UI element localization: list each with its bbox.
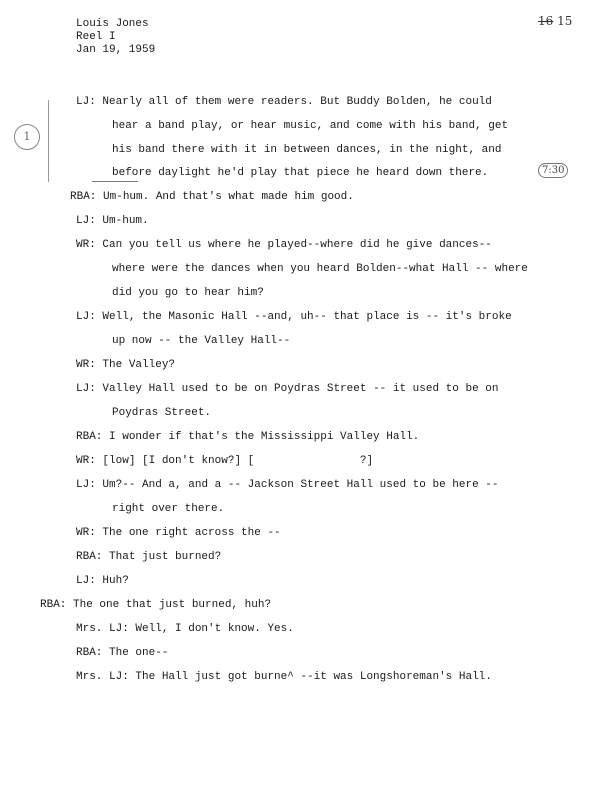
transcript-line: right over there. [112, 503, 225, 515]
margin-scribble [92, 181, 138, 182]
transcript-line [76, 454, 373, 468]
header-date [76, 44, 155, 57]
transcript-line [70, 190, 354, 204]
speaker-label: Mrs. LJ: [76, 623, 129, 635]
transcript-line: his band there with it in between dances, in the night, and [112, 144, 502, 156]
transcript-line [76, 622, 294, 636]
utterance-text: Valley Hall used to be on Poydras Street -- it used to be on [102, 383, 499, 395]
speaker-label: LJ: [76, 215, 96, 227]
speaker-label: LJ: [76, 383, 96, 395]
utterance-text: Nearly all of them were readers. But Buddy Bolden, he could [102, 96, 492, 108]
speaker-label: LJ: [76, 311, 96, 323]
margin-circle-mark: 1 [14, 124, 40, 150]
utterance-text: The Valley? [102, 359, 176, 371]
speaker-label: RBA: [40, 599, 67, 611]
speaker-label: RBA: [70, 191, 97, 203]
utterance-text: I wonder if that's the Mississippi Valley Hall. [109, 431, 420, 443]
utterance-text: The one-- [109, 647, 169, 659]
header-date-text: Jan 19, 19 [76, 44, 143, 56]
speaker-label: WR: [76, 239, 96, 251]
header-year-correction: 59 [142, 44, 156, 56]
transcript-line [76, 670, 492, 684]
transcript-line [76, 574, 129, 588]
utterance-text: The one right across the -- [102, 527, 281, 539]
utterance-text: [low] [I don't know?] [ ?] [102, 455, 374, 467]
transcript-line [76, 358, 175, 372]
utterance-text: The Hall just got burne^ --it was Longshoreman's Hall. [135, 671, 492, 683]
utterance-text: Well, the Masonic Hall --and, uh-- that place is -- it's broke [102, 311, 512, 323]
transcript-line [76, 430, 419, 444]
transcript-line [76, 550, 221, 564]
speaker-label: RBA: [76, 431, 103, 443]
transcript-line: up now -- the Valley Hall-- [112, 335, 291, 347]
utterance-text: The one that just burned, huh? [73, 599, 272, 611]
utterance-text: Um?-- And a, and a -- Jackson Street Hall used to be here -- [102, 479, 499, 491]
transcript-line [76, 526, 281, 540]
header-name: Louis Jones [76, 18, 149, 30]
time-mark: 7:30 [538, 163, 568, 178]
speaker-label: LJ: [76, 479, 96, 491]
speaker-label: Mrs. LJ: [76, 671, 129, 683]
transcript-line [76, 646, 168, 660]
transcript-line [76, 310, 512, 324]
page-number-new: 15 [557, 14, 573, 28]
utterance-text: That just burned? [109, 551, 222, 563]
header-reel: Reel I [76, 31, 116, 43]
utterance-text: Huh? [102, 575, 129, 587]
transcript-line [40, 598, 271, 612]
transcript-line: Poydras Street. [112, 407, 212, 419]
transcript-line: hear a band play, or hear music, and come with his band, get [112, 120, 509, 132]
speaker-label: LJ: [76, 575, 96, 587]
speaker-label: RBA: [76, 647, 103, 659]
utterance-text: Um-hum. And that's what made him good. [103, 191, 354, 203]
transcript-line [76, 238, 492, 252]
speaker-label: RBA: [76, 551, 103, 563]
speaker-label: WR: [76, 527, 96, 539]
speaker-label: LJ: [76, 96, 96, 108]
page-number-old: 16 [538, 14, 554, 28]
transcript-line [76, 214, 149, 228]
transcript-line: did you go to hear him? [112, 287, 264, 299]
utterance-text: Well, I don't know. Yes. [135, 623, 294, 635]
transcript-line: before daylight he'd play that piece he heard down there. [112, 167, 489, 179]
transcript-line [76, 95, 492, 109]
speaker-label: WR: [76, 359, 96, 371]
transcript-line [76, 382, 499, 396]
transcript-line: where were the dances when you heard Bolden--what Hall -- where [112, 263, 528, 275]
utterance-text: Um-hum. [102, 215, 149, 227]
page-number [538, 14, 572, 28]
utterance-text: Can you tell us where he played--where did he give dances-- [102, 239, 492, 251]
transcript-line [76, 478, 499, 492]
speaker-label: WR: [76, 455, 96, 467]
margin-rule [48, 100, 49, 182]
